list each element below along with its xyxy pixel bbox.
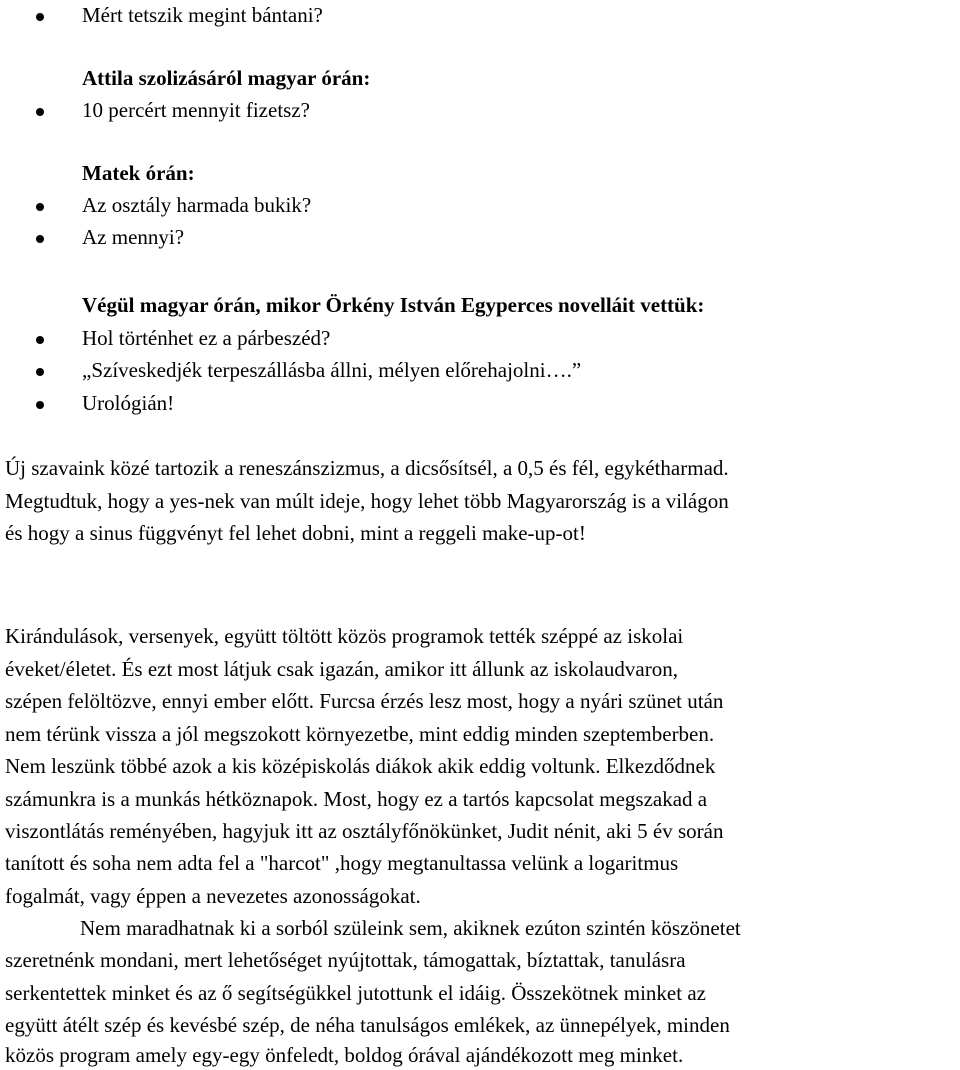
- text-line: viszontlátás reményében, hagyjuk itt az osztályfőnökünket, Judit nénit, aki 5 év során: [5, 819, 724, 843]
- text-line: Megtudtuk, hogy a yes-nek van múlt ideje, hogy lehet több Magyarország is a világon: [5, 489, 729, 513]
- text-line: szeretnénk mondani, mert lehetőséget nyújtottak, támogattak, bíztattak, tanulásra: [5, 948, 686, 972]
- text-line: Kirándulások, versenyek, együtt töltött közös programok tették széppé az iskolai: [5, 624, 684, 648]
- list-item: Az mennyi?: [82, 225, 185, 249]
- text-line: serkentettek minket és az ő segítségükkel jutottunk el idáig. Összekötnek minket az: [5, 981, 706, 1005]
- text-line: Nem maradhatnak ki a sorból szüleink sem, akiknek ezúton szintén köszönetet: [80, 916, 741, 940]
- section-heading: Attila szolizásáról magyar órán:: [82, 66, 371, 90]
- bullet-icon: [36, 203, 44, 211]
- section-heading: Végül magyar órán, mikor Örkény István Egyperces novelláit vettük:: [82, 293, 705, 317]
- text-line: éveket/életet. És ezt most látjuk csak igazán, amikor itt állunk az iskolaudvaron,: [5, 657, 678, 681]
- bullet-icon: [36, 13, 44, 21]
- list-item: „Szíveskedjék terpeszállásba állni, mélyen előrehajolni….”: [82, 358, 582, 382]
- list-item: Hol történhet ez a párbeszéd?: [82, 326, 331, 350]
- text-line: Új szavaink közé tartozik a reneszánszizmus, a dicsősítsél, a 0,5 és fél, egykétharmad.: [5, 456, 729, 480]
- text-line: nem térünk vissza a jól megszokott környezetbe, mint eddig minden szeptemberben.: [5, 722, 715, 746]
- bullet-icon: [36, 401, 44, 409]
- text-line: fogalmát, vagy éppen a nevezetes azonosságokat.: [5, 884, 421, 908]
- bullet-icon: [36, 336, 44, 344]
- list-item: Urológián!: [82, 391, 175, 415]
- bullet-icon: [36, 368, 44, 376]
- text-line: tanított és soha nem adta fel a "harcot" ,hogy megtanultassa velünk a logaritmus: [5, 851, 679, 875]
- text-line: Nem leszünk többé azok a kis középiskolás diákok akik eddig voltunk. Elkezdődnek: [5, 754, 716, 778]
- text-line: szépen felöltözve, ennyi ember előtt. Furcsa érzés lesz most, hogy a nyári szünet után: [5, 689, 724, 713]
- bullet-icon: [36, 235, 44, 243]
- text-line: együtt átélt szép és kevésbé szép, de néha tanulságos emlékek, az ünnepélyek, minden: [5, 1013, 730, 1037]
- text-line: számunkra is a munkás hétköznapok. Most, hogy ez a tartós kapcsolat megszakad a: [5, 787, 708, 811]
- bullet-icon: [36, 108, 44, 116]
- section-heading: Matek órán:: [82, 161, 195, 185]
- list-item: Az osztály harmada bukik?: [82, 193, 312, 217]
- list-item: 10 percért mennyit fizetsz?: [82, 98, 310, 122]
- text-line: közös program amely egy-egy önfeledt, boldog órával ajándékozott meg minket.: [5, 1043, 684, 1067]
- list-item: Mért tetszik megint bántani?: [82, 3, 323, 27]
- text-line: és hogy a sinus függvényt fel lehet dobni, mint a reggeli make-up-ot!: [5, 521, 586, 545]
